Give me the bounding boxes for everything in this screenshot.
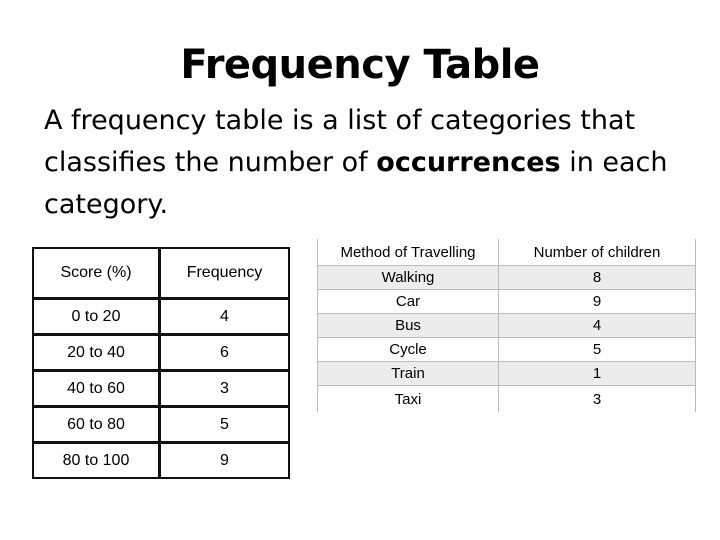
score-frequency-table: [32, 247, 290, 479]
column-header: Frequency: [161, 249, 288, 300]
column-header: Method of Travelling: [318, 239, 499, 266]
table-cell: 3: [161, 372, 288, 408]
table-cell: 4: [161, 300, 288, 336]
table-cell: Train: [318, 362, 499, 386]
table-cell: 8: [499, 266, 696, 290]
table-header-row: [318, 239, 696, 266]
table-cell: Cycle: [318, 338, 499, 362]
table-cell: Taxi: [318, 386, 499, 413]
table-row: [318, 266, 696, 290]
table-row: [34, 444, 288, 477]
table-row: [318, 386, 696, 413]
slide-title: Frequency Table: [180, 42, 540, 88]
body-emphasis: occurrences: [376, 147, 561, 178]
table-cell: 60 to 80: [34, 408, 161, 444]
table-cell: 80 to 100: [34, 444, 161, 477]
table-cell: Car: [318, 290, 499, 314]
table-row: [318, 362, 696, 386]
table-cell: 0 to 20: [34, 300, 161, 336]
table-cell: 9: [499, 290, 696, 314]
table-cell: 4: [499, 314, 696, 338]
table-row: [318, 290, 696, 314]
table-row: [318, 314, 696, 338]
table-cell: Walking: [318, 266, 499, 290]
table-cell: 6: [161, 336, 288, 372]
table-cell: 40 to 60: [34, 372, 161, 408]
slide-body-text: [44, 100, 694, 226]
column-header: Score (%): [34, 249, 161, 300]
table-cell: Bus: [318, 314, 499, 338]
table-cell: 1: [499, 362, 696, 386]
column-header: Number of children: [499, 239, 696, 266]
table-cell: 5: [499, 338, 696, 362]
table-row: [318, 338, 696, 362]
table-cell: 9: [220, 451, 229, 469]
table-cell: 20 to 40: [34, 336, 161, 372]
table-cell: 5: [161, 408, 288, 444]
table-cell: 3: [499, 386, 696, 413]
travel-method-table: [317, 239, 696, 412]
table-row: [34, 408, 288, 444]
body-text-before: A frequency table is a list of categories that classifies the number of: [44, 105, 636, 178]
table-header-row: [34, 249, 288, 300]
table-row: [34, 300, 288, 336]
body-text-after: in each category.: [44, 147, 668, 220]
table-row: [34, 336, 288, 372]
table-row: [34, 372, 288, 408]
